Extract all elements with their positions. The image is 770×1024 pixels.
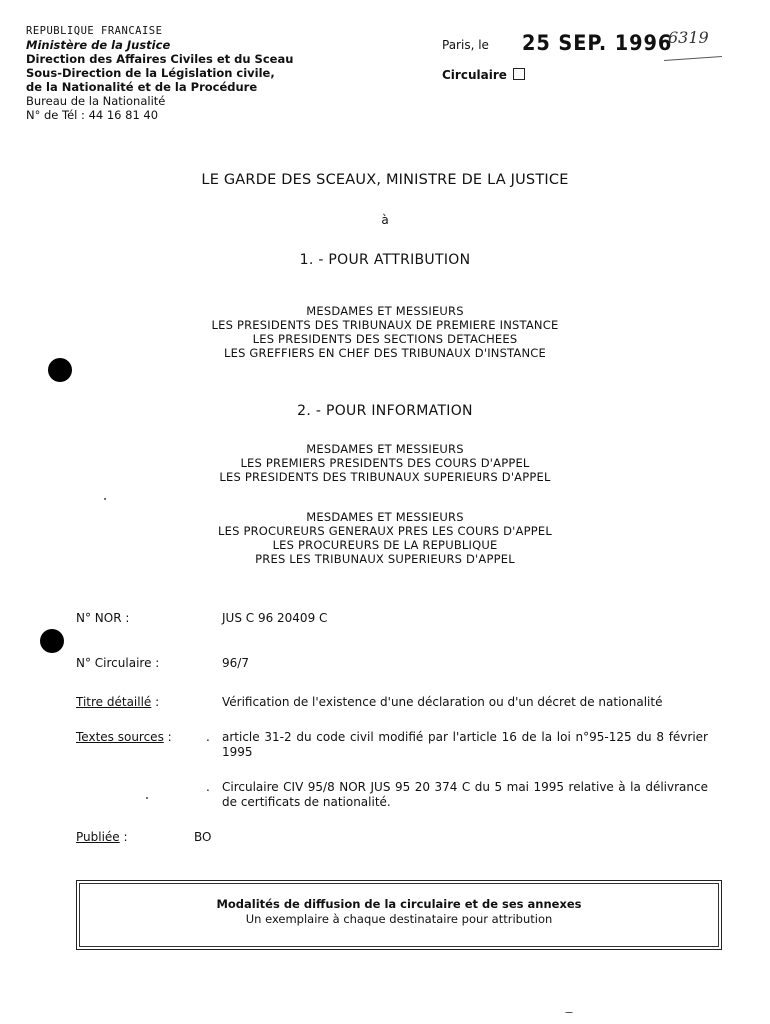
header-nationalite-procedure: de la Nationalité et de la Procédure — [26, 80, 258, 94]
paris-label: Paris, le — [442, 38, 489, 52]
circulaire-label: Circulaire — [442, 68, 507, 82]
textes-source-2: Circulaire CIV 95/8 NOR JUS 95 20 374 C du 5 mai 1995 relative à la délivrance de certificats de nationalité. — [222, 780, 708, 809]
information-group-2 — [0, 510, 770, 566]
attribution-line: MESDAMES ET MESSIEURS — [306, 304, 464, 318]
attribution-line: LES PRESIDENTS DES SECTIONS DETACHEES — [252, 332, 518, 346]
attribution-list — [0, 304, 770, 360]
ministry-header — [26, 24, 293, 122]
publiee-value: BO — [194, 830, 212, 844]
attribution-heading: 1. - POUR ATTRIBUTION — [299, 252, 471, 268]
information-line: LES PREMIERS PRESIDENTS DES COURS D'APPEL — [240, 456, 530, 470]
information-line: LES PROCUREURS DE LA REPUBLIQUE — [272, 538, 498, 552]
scan-speck — [565, 1012, 573, 1013]
circulaire-number-value: 96/7 — [222, 656, 249, 670]
scan-speck — [104, 498, 106, 500]
titre-label-row: Titre détaillé : — [76, 695, 160, 709]
information-group-1 — [0, 442, 770, 484]
textes-source-1: article 31-2 du code civil modifié par l'article 16 de la loi n°95-125 du 8 février 1995 — [222, 730, 708, 759]
information-line: MESDAMES ET MESSIEURS — [306, 442, 464, 456]
header-direction: Direction des Affaires Civiles et du Sceau — [26, 52, 294, 66]
titre-label: Titre détaillé — [76, 695, 152, 709]
titre-value: Vérification de l'existence d'une déclaration ou d'un décret de nationalité — [222, 695, 663, 709]
header-ministere: Ministère de la Justice — [26, 38, 171, 52]
header-republique: REPUBLIQUE FRANCAISE — [26, 25, 163, 37]
attribution-line: LES PRESIDENTS DES TRIBUNAUX DE PREMIERE INSTANCE — [211, 318, 559, 332]
publiee-label-row: Publiée : — [76, 830, 128, 844]
information-line: MESDAMES ET MESSIEURS — [306, 510, 464, 524]
recipient-preposition: à — [381, 213, 389, 227]
textes-label: Textes sources — [76, 730, 164, 744]
information-line: LES PRESIDENTS DES TRIBUNAUX SUPERIEURS D'APPEL — [219, 470, 551, 484]
information-line: LES PROCUREURS GENERAUX PRES LES COURS D'APPEL — [218, 524, 552, 538]
attribution-line: LES GREFFIERS EN CHEF DES TRIBUNAUX D'INSTANCE — [224, 346, 546, 360]
handwritten-number: 6319 — [668, 28, 709, 47]
textes-label-row: Textes sources : — [76, 730, 172, 744]
bullet-dot: . — [206, 730, 210, 744]
nor-label: N° NOR : — [76, 611, 130, 625]
publiee-label: Publiée — [76, 830, 120, 844]
handwritten-underline — [664, 56, 722, 61]
nor-value: JUS C 96 20409 C — [222, 611, 328, 625]
circulaire-number-label: N° Circulaire : — [76, 656, 160, 670]
circulaire-checkbox-row — [442, 68, 525, 82]
information-line: PRES LES TRIBUNAUX SUPERIEURS D'APPEL — [255, 552, 515, 566]
punch-hole — [48, 358, 72, 382]
scan-speck — [146, 797, 148, 799]
document-title: LE GARDE DES SCEAUX, MINISTRE DE LA JUSTICE — [201, 172, 569, 188]
header-bureau: Bureau de la Nationalité — [26, 94, 166, 108]
circulaire-checkbox — [513, 68, 525, 80]
header-telephone: N° de Tél : 44 16 81 40 — [26, 108, 159, 122]
diffusion-text: Un exemplaire à chaque destinataire pour attribution — [245, 912, 553, 926]
diffusion-title: Modalités de diffusion de la circulaire et de ses annexes — [216, 897, 582, 911]
punch-hole — [40, 629, 64, 653]
header-sous-direction: Sous-Direction de la Législation civile, — [26, 66, 275, 80]
bullet-dot: . — [206, 780, 210, 794]
diffusion-box — [76, 880, 722, 950]
information-heading: 2. - POUR INFORMATION — [297, 403, 473, 419]
date-stamp: 25 SEP. 1996 — [522, 31, 673, 55]
